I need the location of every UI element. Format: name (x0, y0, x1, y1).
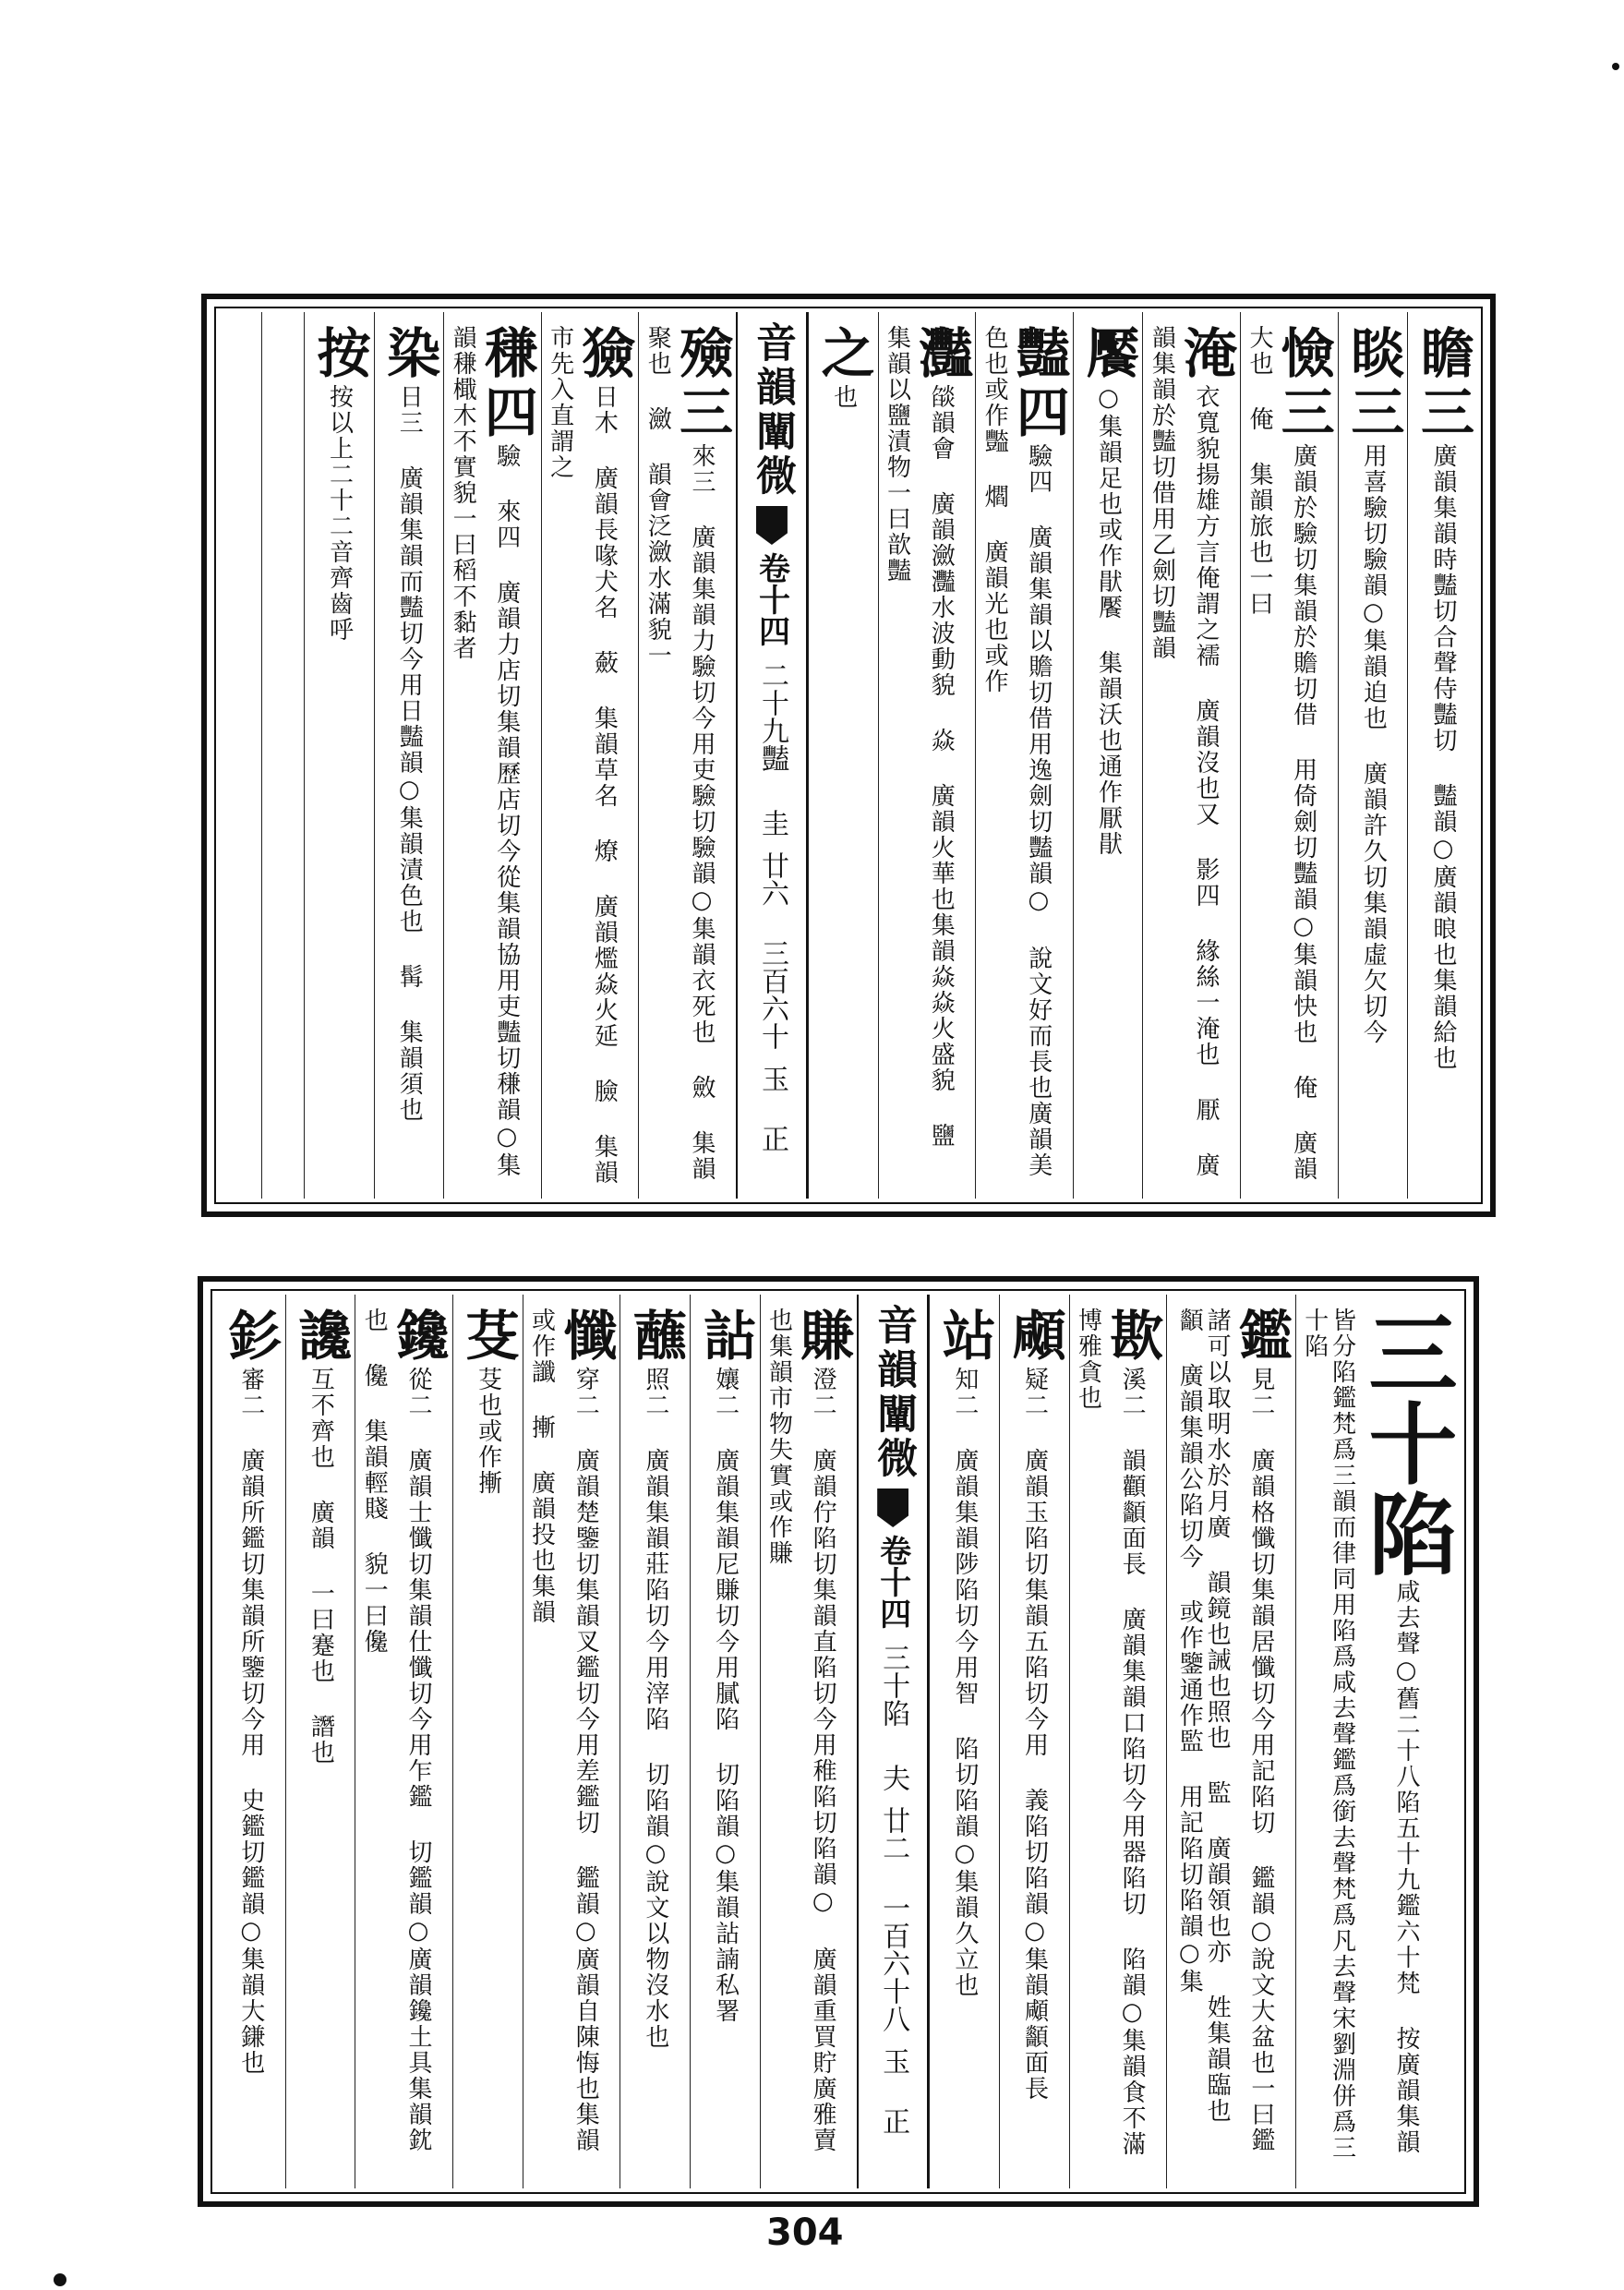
headword: 憸三 (1271, 325, 1335, 443)
text-column (355, 1295, 452, 2188)
ink-speck (1612, 63, 1619, 70)
text-column (1166, 1295, 1295, 2188)
section-heading-note: 咸去聲○舊二十八陷五十九鑑六十梵 按廣韻集韻皆分陷鑑梵爲三韻而律同用陷爲咸去聲鑑爲銜去聲梵爲凡去聲宋劉淵併爲三十陷 (1300, 1308, 1420, 2161)
headword: 稴四 (475, 325, 538, 443)
volume-label: 卷十四 (752, 552, 790, 646)
text-column (808, 312, 878, 1199)
headword: 睒三 (1341, 325, 1405, 443)
section-label: 二十九豔 (755, 661, 788, 772)
headword: 豔四 (1006, 325, 1070, 443)
top-columns (220, 312, 1477, 1199)
text-column (690, 1295, 760, 2188)
gloss-text: 也 (829, 384, 858, 410)
folio-number: 廿二 一百六十八 (877, 1806, 910, 2032)
headword: 染 (378, 325, 441, 384)
headword: 歁 (1101, 1308, 1164, 1367)
headword: 按 (307, 325, 371, 384)
text-column (638, 312, 736, 1199)
fishtail-mark-icon (877, 1488, 908, 1527)
leaf-number: 圭 (755, 809, 788, 837)
book-title-column (736, 312, 808, 1199)
bottom-columns (216, 1295, 1461, 2188)
text-column (975, 312, 1073, 1199)
headword: 站 (932, 1308, 996, 1367)
gloss-text: 見二 廣韻格懺切集韻居懺切今用記陷切 鑑韻○說文大盆也一曰鑑諸可以取明水於月廣 韻鏡也誡也照也 監 廣韻領也亦 姓集韻臨也 顲 廣韻集韻公陷切今 或作鑒通作監 用記陷切陷韻○集 (1175, 1308, 1275, 2153)
gloss-text: 從二 廣韻士懺切集韻仕懺切今用乍鑑 切鑑韻○廣韻鑱土具集韻鈂也 儳 集韻輕賤 貌一曰儳 (360, 1308, 432, 2153)
gloss-text: 知二 廣韻集韻陟陷切今用智 陷切陷韻○集韻久立也 (950, 1367, 979, 1998)
headword: 釤 (219, 1308, 283, 1367)
text-column (1240, 312, 1338, 1199)
text-column (1338, 312, 1408, 1199)
gloss-text: 芟也或作摲 (474, 1367, 502, 1496)
text-column (285, 1295, 355, 2188)
text-column (443, 312, 541, 1199)
headword: 鑱 (386, 1308, 450, 1367)
headword: 讒 (289, 1308, 353, 1367)
fishtail-mark-icon (756, 506, 788, 545)
text-column (1407, 312, 1477, 1199)
gloss-text: 孃二 廣韻集韻尼賺切今用膩陷 切陷韻○集韻詀諵私署 (711, 1367, 740, 2024)
section-label: 三十陷 (877, 1644, 910, 1727)
headword: 饜 (1077, 325, 1140, 384)
folio-number: 廿六 三百六十 (755, 851, 788, 1050)
text-column (620, 1295, 690, 2188)
headword: 鑑 (1229, 1308, 1293, 1367)
headword: 賺 (791, 1308, 855, 1367)
headword: 之 (812, 325, 875, 384)
text-column (1069, 1295, 1167, 2188)
headword: 灩 (909, 325, 973, 384)
gloss-text: 來三 廣韻集韻力驗切今用吏驗切驗韻○集韻衣死也 斂 集韻聚也 瀲 韻會泛瀲水滿貌一 (644, 325, 716, 1182)
leaf-number: 夫 (877, 1764, 910, 1791)
gloss-text: 審二 廣韻所鑑切集韻所鑒切今用 史鑑切鑑韻○集韻大鎌也 (236, 1367, 265, 2076)
gloss-text: 互不齊也 廣韻 一曰蹇也 譖也 (307, 1367, 335, 1766)
headword: 淹 (1174, 325, 1238, 384)
headword: 殮三 (669, 325, 733, 443)
gloss-text: 按以上二十二音齊齒呼 (325, 384, 354, 643)
headword: 懺 (554, 1308, 618, 1367)
volume-label: 卷十四 (873, 1535, 911, 1629)
section-heading: 三十陷 (1354, 1308, 1459, 1579)
gloss-text: 溪二 韻顴顲面長 廣韻集韻口陷切今用器陷切 陷韻○集韻食不滿博雅貪也 (1074, 1308, 1147, 2157)
headword: 詀 (693, 1308, 757, 1367)
book-title: 音韻闡微 (748, 321, 796, 499)
page-number: 304 (766, 2212, 844, 2254)
headword: 顑 (1003, 1308, 1066, 1367)
gloss-text: 照二 廣韻集韻莊陷切今用滓陷 切陷韻○說文以物沒水也 (641, 1367, 669, 2050)
edge-mark: 玉 正 (755, 1065, 788, 1152)
text-column (374, 312, 444, 1199)
text-column (1142, 312, 1240, 1199)
gloss-text: 日木 廣韻長喙犬名 蘞 集韻草名 燎 廣韻爁焱火延 臉 集韻市先入直謂之 (546, 325, 619, 1186)
gloss-text: ○集韻足也或作猒饜 集韻沃也通作厭猒 (1094, 384, 1123, 857)
text-column (1073, 312, 1143, 1199)
section-heading-column (1295, 1295, 1461, 2188)
gloss-text: 燄韻會 廣韻瀲灩水波動貌 焱 廣韻火華也集韻焱焱火盛貌 鹽 集韻以鹽漬物一曰歆豔 (883, 325, 956, 1149)
text-column (541, 312, 639, 1199)
book-title: 音韻闡微 (870, 1304, 918, 1481)
gloss-text: 廣韻集韻時豔切合聲侍豔切 豔韻○廣韻㫰也集韻給也 (1429, 443, 1457, 1071)
ink-speck (54, 2273, 66, 2286)
top-page-frame (201, 294, 1496, 1217)
gloss-text: 用喜驗切驗韻○集韻迫也 廣韻許久切集韻虛欠切今 (1359, 443, 1388, 1045)
text-column (760, 1295, 858, 2188)
gloss-text: 驗四 廣韻集韻以贍切借用逸劍切豔韻○ 說文好而長也廣韻美色也或作豓 爓 廣韻光也或作 (980, 325, 1053, 1178)
blank-column (220, 312, 261, 1199)
gloss-text: 穿二 廣韻楚鑒切集韻叉鑑切今用差鑑切 鑑韻○廣韻自陳悔也集韻或作讖 摲 廣韻投也集韻 (527, 1308, 600, 2153)
headword: 芟 (456, 1308, 520, 1367)
text-column (523, 1295, 620, 2188)
text-column (216, 1295, 285, 2188)
gloss-text: 廣韻於驗切集韻於贍切借 用倚劍切豔韻○集韻快也 俺 廣韻大也 俺 集韻旅也一曰 (1245, 325, 1317, 1182)
text-column (878, 312, 976, 1199)
gloss-text: 日三 廣韻集韻而豔切今用日豔韻○集韻漬色也 髯 集韻須也 (395, 384, 424, 1123)
bottom-page-frame (198, 1276, 1479, 2207)
blank-column (261, 312, 304, 1199)
gloss-text: 疑二 廣韻玉陷切集韻五陷切今用 義陷切陷韻○集韻顑顲面長 (1020, 1367, 1049, 2102)
book-title-column (857, 1295, 929, 2188)
text-column (304, 312, 374, 1199)
text-column (452, 1295, 523, 2188)
headword: 蘸 (623, 1308, 687, 1367)
edge-mark: 玉 正 (877, 2047, 910, 2135)
headword: 瞻三 (1412, 325, 1474, 443)
text-column (929, 1295, 999, 2188)
text-column (999, 1295, 1069, 2188)
headword: 獫 (572, 325, 636, 384)
gloss-text: 驗 來四 廣韻力店切集韻歷店切今從集韻協用吏豔切稴韻○集韻稴檝木不實貌一曰稻不黏者 (449, 325, 521, 1178)
gloss-text: 衣寬貌揚雄方言俺謂之襦 廣韻沒也又 影四 緣絲一淹也 厭 廣韻集韻於豔切借用乙劍切豔韻 (1148, 325, 1221, 1178)
gloss-text: 澄二 廣韻佇陷切集韻直陷切今用稚陷切陷韻○ 廣韻重買貯廣雅賣也集韻市物失實或作賺 (764, 1308, 837, 2153)
